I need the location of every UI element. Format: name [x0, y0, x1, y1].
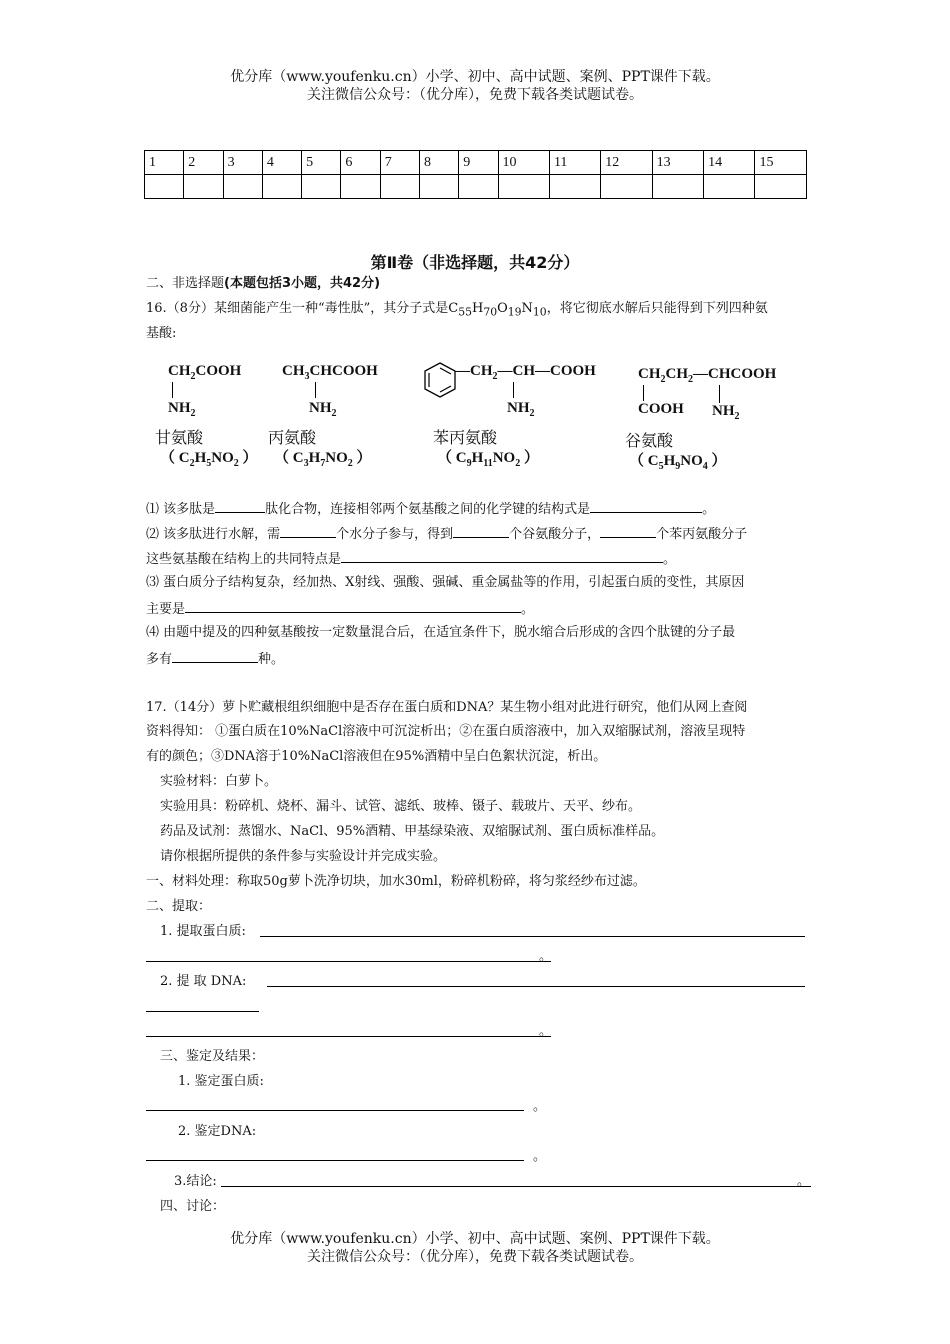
q17-step-4: 四、讨论： [160, 1199, 226, 1214]
footer-line-2: 关注微信公众号：（优分库），免费下载各类试题试卷。 [307, 1249, 643, 1265]
answer-number-cell: 3 [223, 151, 262, 175]
answer-table-answer-row [145, 175, 807, 199]
q17-blank-extract-protein-2[interactable] [146, 961, 551, 962]
answer-input-cell[interactable] [704, 175, 755, 199]
glutamate-bond-2 [719, 385, 720, 403]
q17-stem-line-3: 有的颜色；③DNA溶于10%NaCl溶液但在95%酒精中呈白色絮状沉淀，析出。 [146, 749, 607, 764]
alanine-bond [315, 382, 316, 398]
q16-stem-line-1: 16.（8分）某细菌能产生一种“毒性肽”，其分子式是$C_{55}H_{70}O_{19}N_{10}$，将它彻底水解后只能得到下列四种氨 [146, 301, 768, 319]
q17-extract-dna-label: 2. 提 取 DNA: [160, 974, 247, 989]
answer-number-cell: 5 [302, 151, 341, 175]
answer-input-cell[interactable] [380, 175, 419, 199]
q17-materials: 实验材料：白萝卜。 [160, 774, 278, 789]
q16-blank-denature-reason[interactable] [185, 600, 521, 613]
answer-number-cell: 8 [419, 151, 458, 175]
q17-extract-protein-label: 1. 提取蛋白质: [160, 924, 246, 939]
answer-number-cell: 2 [184, 151, 223, 175]
alanine-formula: （ $C_3H_7NO_2$ ） [274, 450, 372, 469]
glycine-structure-amine: $NH_2$ [168, 400, 196, 419]
q16-part-2 [146, 525, 747, 543]
answer-input-cell[interactable] [652, 175, 703, 199]
q17-reagents: 药品及试剂：蒸馏水、NaCl、95%酒精、甲基绿染液、双缩脲试剂、蛋白质标准样品。 [160, 824, 665, 839]
answer-input-cell[interactable] [262, 175, 301, 199]
alanine-name: 丙氨酸 [268, 428, 317, 447]
answer-number-cell: 4 [262, 151, 301, 175]
answer-number-cell: 10 [498, 151, 549, 175]
answer-input-cell[interactable] [184, 175, 223, 199]
q17-stem-line-2: 资料得知： ①蛋白质在10%NaCl溶液中可沉淀析出；②在蛋白质溶液中，加入双缩脲试剂，溶液呈现特 [146, 724, 746, 739]
answer-number-cell: 11 [549, 151, 600, 175]
alanine-structure-main: $CH_3CHCOOH$ [282, 363, 378, 382]
q16-part-3-text-c: 。 [521, 602, 535, 617]
q16-part-1-text-c: 。 [702, 502, 716, 517]
answer-number-cell: 6 [341, 151, 380, 175]
glutamate-structure-main: $CH_2CH_2—CHCOOH$ [638, 366, 777, 385]
q17-extract-protein-period: 。 [539, 949, 553, 964]
benzene-ring-icon [420, 360, 460, 400]
q17-blank-extract-protein-1[interactable] [260, 936, 805, 937]
q16-part-2-text-e: 这些氨基酸在结构上的共同特点是 [146, 552, 342, 567]
q17-extract-dna-period: 。 [539, 1024, 553, 1039]
alanine-structure-amine: $NH_2$ [309, 400, 337, 419]
q17-step-2: 二、提取： [146, 899, 212, 914]
answer-table-number-row [145, 151, 807, 175]
answer-input-cell[interactable] [302, 175, 341, 199]
q17-stem-line-1: 17.（14分）萝卜贮藏根组织细胞中是否存在蛋白质和DNA？某生物小组对此进行研究，他们从网上查阅 [146, 700, 748, 715]
q17-identify-protein-period: 。 [533, 1099, 547, 1114]
header-line-1: 优分库（www.youfenku.cn）小学、初中、高中试题、案例、PPT课件下载。 [230, 69, 720, 85]
q17-identify-dna-period: 。 [533, 1149, 547, 1164]
answer-input-cell[interactable] [223, 175, 262, 199]
phenylalanine-formula: （ $C_9H_{11}NO_2$ ） [437, 450, 539, 469]
q16-blank-peptide-type[interactable] [215, 500, 265, 513]
answer-input-cell[interactable] [419, 175, 458, 199]
answer-input-cell[interactable] [145, 175, 184, 199]
q16-part-1 [146, 500, 715, 518]
q17-blank-extract-dna-3[interactable] [146, 1036, 551, 1037]
answer-number-cell: 15 [755, 151, 807, 175]
answer-number-cell: 1 [145, 151, 184, 175]
footer-line-1: 优分库（www.youfenku.cn）小学、初中、高中试题、案例、PPT课件下载。 [230, 1231, 720, 1247]
answer-input-cell[interactable] [341, 175, 380, 199]
q16-part-3-line-1: ⑶ 蛋白质分子结构复杂，经加热、X射线、强酸、强碱、重金属盐等的作用，引起蛋白质的变性，其原因 [146, 575, 745, 590]
q16-stem-line-2: 基酸: [146, 326, 177, 341]
phenylalanine-bond [513, 382, 514, 398]
answer-number-cell: 12 [601, 151, 652, 175]
q16-part-2-text-b: 个水分子参与，得到 [336, 527, 454, 542]
glutamate-formula: （ $C_5H_9NO_4$ ） [629, 453, 727, 472]
header-line-2: 关注微信公众号：（优分库），免费下载各类试题试卷。 [307, 87, 643, 103]
q16-part-2-text-f: 。 [663, 552, 677, 567]
phenylalanine-name: 苯丙氨酸 [433, 428, 498, 447]
q17-conclusion-label: 3.结论: [174, 1174, 217, 1189]
q16-part-1-text-b: 肽化合物，连接相邻两个氨基酸之间的化学键的结构式是 [265, 502, 591, 517]
q17-blank-identify-protein[interactable] [146, 1110, 524, 1111]
q17-tools: 实验用具：粉碎机、烧杯、漏斗、试管、滤纸、玻棒、镊子、载玻片、天平、纱布。 [160, 799, 642, 814]
answer-input-cell[interactable] [755, 175, 807, 199]
answer-number-cell: 7 [380, 151, 419, 175]
q16-blank-molecule-count[interactable] [172, 650, 258, 663]
q17-step-3: 三、鉴定及结果： [160, 1049, 265, 1064]
answer-number-cell: 14 [704, 151, 755, 175]
glycine-formula: （ $C_2H_5NO_2$ ） [160, 450, 258, 469]
answer-table [144, 150, 807, 199]
answer-input-cell[interactable] [549, 175, 600, 199]
q16-blank-phenylalanine-count[interactable] [600, 525, 656, 538]
section-2-intro-prefix: 二、非选择题 [146, 276, 225, 291]
q16-part-4-text-c: 种。 [258, 652, 285, 667]
q16-part-3-line-2 [146, 600, 534, 618]
q17-identify-protein-label: 1. 鉴定蛋白质: [178, 1074, 264, 1089]
q17-identify-dna-label: 2. 鉴定DNA: [178, 1124, 257, 1139]
glutamate-structure-carboxyl: COOH [638, 401, 684, 417]
q17-conclusion-period: 。 [797, 1174, 811, 1189]
q17-instruction: 请你根据所提供的条件参与实验设计并完成实验。 [160, 849, 447, 864]
q16-part-2-line-2 [146, 550, 676, 568]
glycine-name: 甘氨酸 [155, 428, 204, 447]
q16-part-1-text-a: ⑴ 该多肽是 [146, 502, 216, 517]
glutamate-structure-amine: $NH_2$ [712, 403, 740, 422]
q16-part-2-text-c: 个谷氨酸分子， [509, 527, 601, 542]
phenylalanine-structure-amine: $NH_2$ [507, 400, 535, 419]
q17-step-1: 一、材料处理：称取50g萝卜洗净切块，加水30ml，粉碎机粉碎，将匀浆经纱布过滤。 [146, 874, 646, 889]
glutamate-name: 谷氨酸 [625, 431, 674, 450]
q16-blank-bond-structure[interactable] [590, 500, 702, 513]
answer-input-cell[interactable] [459, 175, 498, 199]
q16-part-4-line-2 [146, 650, 284, 668]
q17-blank-extract-dna-1[interactable] [267, 986, 805, 987]
q16-part-4-line-1: ⑷ 由题中提及的四种氨基酸按一定数量混合后，在适宜条件下，脱水缩合后形成的含四个肽键的分子最 [146, 625, 736, 640]
q16-blank-common-feature[interactable] [341, 550, 663, 563]
answer-input-cell[interactable] [601, 175, 652, 199]
answer-number-cell: 13 [652, 151, 703, 175]
q16-part-2-text-a: ⑵ 该多肽进行水解，需 [146, 527, 281, 542]
answer-number-cell: 9 [459, 151, 498, 175]
q16-blank-water-count[interactable] [280, 525, 336, 538]
q17-blank-identify-dna[interactable] [146, 1160, 524, 1161]
glycine-bond [172, 382, 173, 398]
glycine-structure-main: $CH_2COOH$ [168, 363, 242, 382]
q16-part-2-text-d: 个苯丙氨酸分子 [656, 527, 748, 542]
answer-input-cell[interactable] [498, 175, 549, 199]
q16-blank-glutamate-count[interactable] [453, 525, 509, 538]
q17-blank-conclusion[interactable] [221, 1186, 811, 1187]
phenylalanine-structure-main: $—CH_2—CH—COOH$ [455, 363, 596, 382]
section-2-intro-bold: (本题包括3小题，共42分) [224, 276, 381, 291]
page-footer [0, 1230, 950, 1266]
glutamate-bond-1 [643, 385, 644, 401]
section-2-title: 第Ⅱ卷（非选择题，共42分） [370, 253, 580, 272]
q16-part-3-text-b: 主要是 [146, 602, 186, 617]
q16-part-4-text-b: 多有 [146, 652, 173, 667]
page-header [0, 68, 950, 104]
q17-blank-extract-dna-2[interactable] [146, 1011, 259, 1012]
section-2-intro [146, 276, 380, 292]
